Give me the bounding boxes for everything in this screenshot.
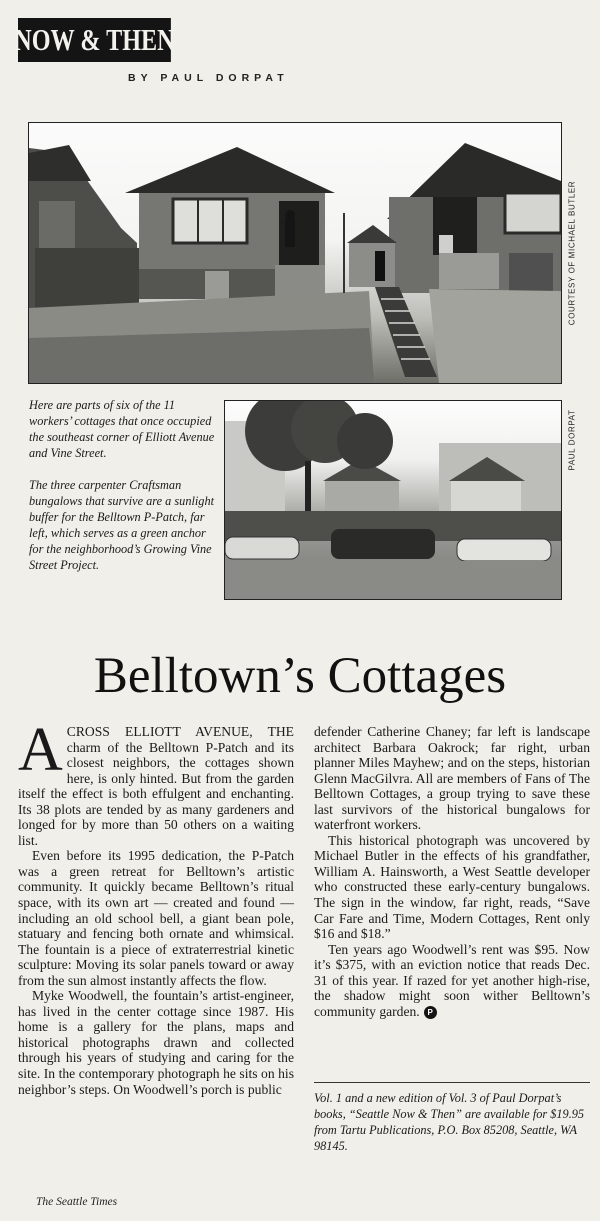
photo-credit-second: PAUL DORPAT	[567, 409, 577, 471]
caption-contemporary: The three carpenter Craftsman bungalows that survive are a sunlight buffer for the Belltown P-Patch, far left, which serves as a green anchor for the neighborhood’s Growing Vine Street Project.	[29, 478, 215, 572]
contemporary-photo	[224, 400, 562, 600]
headline: Belltown’s Cottages	[93, 648, 507, 704]
publication-note: Vol. 1 and a new edition of Vol. 3 of Paul Dorpat’s books, “Seattle Now & Then” are available for $19.95 from Tartu Publications, P.O. Box 85208, Seattle, WA 98145.	[314, 1091, 585, 1153]
article-paragraph: Even before its 1995 dedication, the P-Patch was a green retreat for Belltown’s artistic community. It quickly became Belltown’s ritual space, with its own art — created and found — including an old school bell, a giant bean pole, statuary and fencing both ornate and whimsical. The fountain is a piece of extraterrestrial kinetic sculpture: Moving its solar panels toward or away from the sun almost instantly affects the flow.	[18, 848, 294, 988]
note-divider	[314, 1082, 590, 1083]
photo-credit-main: COURTESY OF MICHAEL BUTLER	[567, 180, 577, 326]
article-paragraph: ACROSS ELLIOTT AVENUE, THE charm of the Belltown P-Patch and its closest neighbors, the cottages shown here, is only hinted. But from the garden itself the effect is both effulgent and enchanting. Its 38 plots are tended by as many gardeners and longed for by more than 50 others on a waiting list.	[18, 716, 294, 848]
article-column-right	[314, 724, 590, 1019]
article-paragraph: This historical photograph was uncovered by Michael Butler in the effects of his grandfather, William A. Hainsworth, a West Seattle developer who constructed these early-century bungalows. The sign in the window, far right, reads, “Save Car Fare and Time, Modern Cottages, Rent only $16 and $18.”	[314, 832, 590, 942]
photo-captions	[29, 397, 215, 589]
masthead-title: NOW & THEN	[18, 18, 171, 62]
end-mark-icon: P	[424, 1006, 437, 1019]
article-column-left	[18, 716, 294, 1097]
caption-historical: Here are parts of six of the 11 workers’ cottages that once occupied the southeast corner of Elliott Avenue and Vine Street.	[29, 398, 215, 460]
article-paragraph: Myke Woodwell, the fountain’s artist-engineer, has lived in the center cottage since 1987. His home is a gallery for the plans, maps and historical photographs drawn and collected through his years of studying and caring for the site. In the contemporary photograph he sits on his neighbor’s steps. On Woodwell’s porch is public	[18, 988, 294, 1097]
historical-photo	[28, 122, 562, 384]
byline: BY PAUL DORPAT	[128, 72, 289, 84]
article-paragraph: Ten years ago Woodwell’s rent was $95. Now it’s $375, with an eviction notice that reads Dec. 31 of this year. If razed for yet another high-rise, the shadow might soon wither Belltown’s community garden. P	[314, 941, 590, 1019]
drop-cap: A	[18, 716, 63, 784]
footer-publication: The Seattle Times	[36, 1196, 118, 1208]
article-paragraph: defender Catherine Chaney; far left is landscape architect Barbara Oakrock; far right, urban planner Miles Mayhew; and on the steps, historian Glenn MacGilvra. All are members of Fans of The Belltown Cottages, a group trying to save these last survivors of the historical bungalows for waterfront workers.	[314, 724, 590, 833]
